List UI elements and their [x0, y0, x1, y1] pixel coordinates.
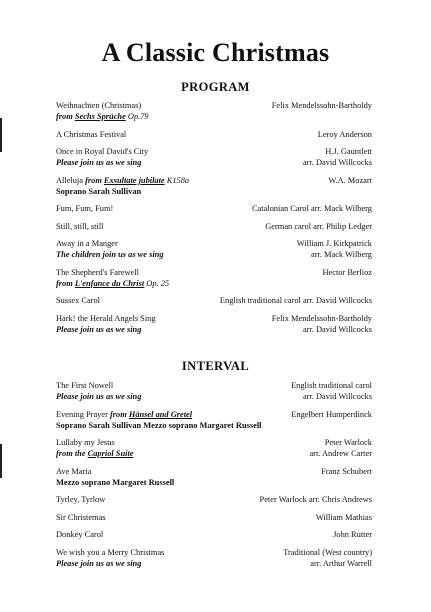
entry-main-line [56, 295, 372, 306]
composer: H.J. Gauntlett [325, 147, 372, 156]
composer: Traditional (West country) [283, 547, 372, 557]
work-cell [56, 313, 156, 324]
entry-second-line [56, 448, 372, 459]
program-entry [56, 146, 372, 168]
work-title: Hark! the Herald Angels Sing [56, 313, 156, 323]
arranger: arr. David Willcocks [302, 158, 372, 167]
work-cell [56, 437, 115, 448]
work-cell [56, 547, 164, 558]
composer: Felix Mendelssohn-Bartholdy [271, 101, 372, 110]
composer: Engelbert Humperdinck [291, 409, 372, 419]
entry-performers-line [56, 477, 372, 488]
program-entry [56, 313, 372, 335]
source-opus: Op. 25 [146, 278, 170, 288]
entry-second-line [56, 249, 372, 260]
work-source-prefix: from [85, 175, 102, 185]
source-prefix: from [56, 112, 73, 121]
concert-title: A Classic Christmas [101, 38, 330, 67]
margin-binding-mark [0, 118, 2, 152]
entry-second-left [56, 448, 133, 459]
work-title: We wish you a Merry Christmas [56, 547, 165, 557]
work-title: A Christmas Festival [56, 129, 127, 139]
composer: English traditional carol arr. David Willcocks [219, 296, 372, 305]
work-cell [56, 175, 189, 186]
source-title: Capriol Suite [87, 449, 134, 458]
sing-along-note: The children join us as we sing [56, 250, 164, 259]
work-title: Donkey Carol [56, 530, 104, 539]
work-title: Lullaby my Jesus [56, 438, 115, 447]
work-cell [56, 238, 118, 249]
entry-main-line [56, 175, 372, 186]
entry-second-left [56, 111, 149, 122]
work-cell [56, 512, 106, 523]
composer: Felix Mendelssohn-Bartholdy [271, 313, 372, 323]
entry-second-left [56, 249, 164, 260]
program-heading: PROGRAM [181, 80, 250, 94]
work-title: Ave Maria [56, 466, 92, 476]
program-list [56, 100, 372, 341]
composer: Hector Berlioz [322, 267, 372, 277]
source-prefix: from [56, 278, 73, 288]
work-cell [56, 129, 126, 140]
composer: William J. Kirkpatrick [296, 239, 372, 248]
work-title: Tyrley, Tyrlow [56, 495, 106, 504]
entry-main-line [56, 529, 372, 540]
entry-main-line [56, 380, 372, 391]
interval-heading: INTERVAL [181, 359, 250, 373]
program-entry [56, 380, 372, 402]
program-entry [56, 512, 372, 523]
entry-main-line [56, 146, 372, 157]
work-cell [56, 380, 113, 391]
program-entry [56, 529, 372, 540]
entry-performers-line [56, 186, 372, 197]
entry-main-line [56, 100, 372, 111]
work-title: The First Nowell [56, 381, 114, 390]
source-prefix: from the [56, 449, 86, 458]
arranger: arr. David Willcocks [302, 392, 372, 401]
work-cell [56, 221, 103, 232]
program-entry [56, 129, 372, 140]
work-cell [56, 466, 91, 477]
work-title: Sussex Carol [56, 296, 100, 305]
program-entry [56, 437, 372, 459]
work-cell [56, 494, 105, 505]
composer: John Rutter [333, 530, 372, 539]
work-source-title: Hänsel and Gretel [128, 409, 193, 419]
arranger: arr. Andrew Carter [309, 449, 372, 458]
work-title: Weihnachten (Christmas) [56, 101, 142, 110]
entry-second-left [56, 391, 141, 402]
performers: Soprano Sarah Sullivan Mezzo soprano Margaret Russell [56, 420, 262, 430]
source-title: Sechs Sprüche [74, 112, 126, 121]
work-source-opus: K158a [166, 175, 190, 185]
margin-binding-mark [0, 444, 2, 478]
entry-second-left [56, 157, 141, 168]
entry-main-line [56, 466, 372, 477]
work-source-title: Exsultate jubilate [103, 175, 165, 185]
entry-main-line [56, 267, 372, 278]
entry-second-line [56, 391, 372, 402]
program-entry [56, 175, 372, 197]
entry-second-line [56, 324, 372, 335]
entry-performers-line [56, 420, 372, 431]
program-entry [56, 547, 372, 569]
program-entry [56, 100, 372, 122]
entry-main-line [56, 547, 372, 558]
entry-main-line [56, 512, 372, 523]
work-cell [56, 203, 113, 214]
sing-along-note: Please join us as we sing [56, 324, 142, 334]
work-cell [56, 100, 141, 111]
program-entry [56, 295, 372, 306]
entry-second-left [56, 558, 141, 569]
sing-along-note: Please join us as we sing [56, 558, 142, 568]
entry-second-left [56, 324, 141, 335]
entry-second-line [56, 157, 372, 168]
performers: Mezzo soprano Margaret Russell [56, 477, 175, 487]
composer: Peter Warlock [324, 438, 372, 447]
arranger: arr. David Willcocks [302, 324, 372, 334]
sing-along-note: Please join us as we sing [56, 158, 142, 167]
entry-main-line [56, 221, 372, 232]
composer: W.A. Mozart [328, 175, 372, 185]
program-entry [56, 267, 372, 289]
arranger: arr. Arthur Warrell [310, 558, 372, 568]
work-title: Evening Prayer [56, 409, 108, 419]
arranger: arr. Mack Wilberg [311, 250, 372, 259]
program-entry [56, 203, 372, 214]
work-title: The Shepherd's Farewell [56, 267, 139, 277]
program-entry [56, 466, 372, 488]
composer: Leroy Anderson [317, 129, 372, 139]
program-entry [56, 494, 372, 505]
work-cell [56, 529, 103, 540]
program-entry [56, 221, 372, 232]
work-title: Alleluja [56, 175, 83, 185]
composer: Peter Warlock arr. Chris Andrews [259, 495, 372, 504]
entry-second-line [56, 558, 372, 569]
performers: Soprano Sarah Sullivan [56, 186, 142, 196]
work-cell [56, 267, 139, 278]
work-title: Sir Christemas [56, 512, 106, 522]
entry-main-line [56, 313, 372, 324]
entry-main-line [56, 203, 372, 214]
entry-main-line [56, 238, 372, 249]
entry-second-left [56, 278, 169, 289]
entry-main-line [56, 129, 372, 140]
entry-main-line [56, 494, 372, 505]
work-cell [56, 409, 192, 420]
program-entry [56, 409, 372, 431]
work-cell [56, 295, 100, 306]
entry-main-line [56, 409, 372, 420]
program-entry [56, 238, 372, 260]
source-title: L'enfance du Christ [74, 278, 145, 288]
work-title: Once in Royal David's City [56, 147, 149, 156]
entry-second-line [56, 278, 372, 289]
composer: Franz Schubert [321, 466, 372, 476]
work-source-prefix: from [109, 409, 127, 419]
sing-along-note: Please join us as we sing [56, 392, 142, 401]
composer: German carol arr. Philip Ledger [265, 221, 372, 231]
entry-second-line [56, 111, 372, 122]
entry-main-line [56, 437, 372, 448]
source-opus: Op.79 [127, 112, 149, 121]
work-cell [56, 146, 148, 157]
composer: Catalonian Carol arr. Mack Wilberg [251, 204, 372, 213]
composer: English traditional carol [291, 381, 372, 390]
composer: William Mathias [315, 512, 372, 522]
work-title: Fum, Fum, Fum! [56, 204, 114, 213]
work-title: Away in a Manger [56, 239, 118, 248]
work-title: Still, still, still [56, 221, 104, 231]
interval-list [56, 380, 372, 575]
